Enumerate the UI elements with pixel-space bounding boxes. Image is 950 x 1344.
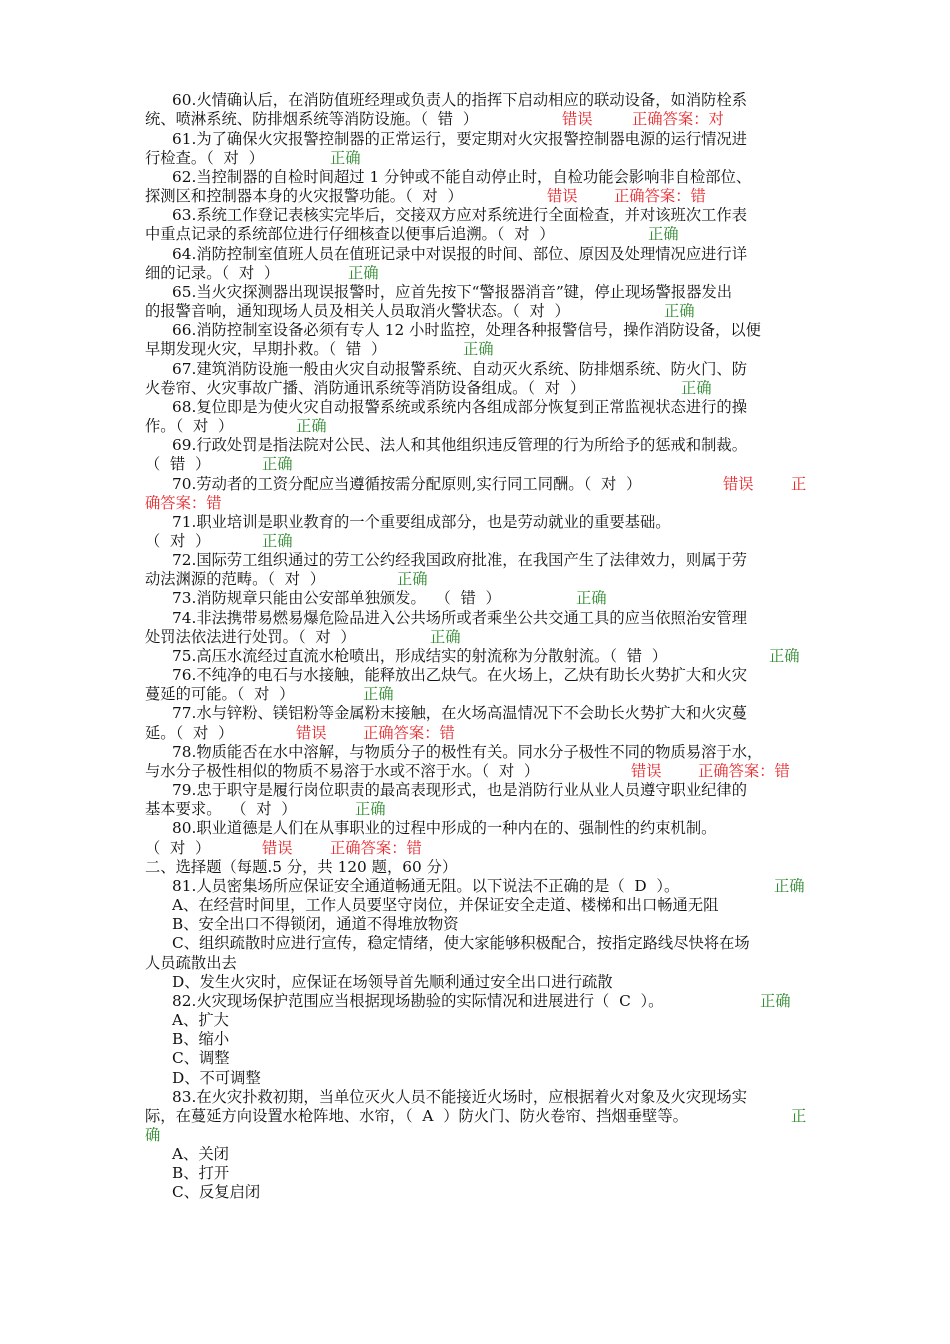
text-line: A、扩大 (172, 1011, 229, 1029)
answer-wrong-mark: 错误 (547, 187, 578, 205)
text-line: 63.系统工作登记表核实完毕后，交接双方应对系统进行全面检查，并对该班次工作表 (172, 206, 748, 224)
answer-wrong-mark: 错误 (631, 762, 662, 780)
answer-correct-mark: 正确 (576, 589, 607, 607)
text-line: 61.为了确保火灾报警控制器的正常运行，要定期对火灾报警控制器电源的运行情况进 (172, 130, 748, 148)
answer-wrong-mark: 确答案：错 (145, 494, 222, 512)
text-line: 的报警音响，通知现场人员及相关人员取消火警状态。（ 对 ） (145, 302, 570, 320)
answer-correct-mark: 确 (145, 1126, 161, 1144)
answer-correct-mark: 正确 (348, 264, 379, 282)
answer-correct-mark: 正确 (430, 628, 461, 646)
answer-wrong-mark: 正确答案：错 (330, 839, 422, 857)
text-line: 作。（ 对 ） (145, 417, 234, 435)
text-line: 动法渊源的范畴。（ 对 ） (145, 570, 326, 588)
answer-correct-mark: 正确 (262, 532, 293, 550)
text-line: 79.忠于职守是履行岗位职责的最高表现形式，也是消防行业从业人员遵守职业纪律的 (172, 781, 748, 799)
answer-correct-mark: 正确 (769, 647, 800, 665)
text-line: 68.复位即是为使火灾自动报警系统或系统内各组成部分恢复到正常监视状态进行的操 (172, 398, 748, 416)
text-line: （ 错 ） (145, 455, 211, 473)
text-line: 74.非法携带易燃易爆危险品进入公共场所或者乘坐公共交通工具的应当依照治安管理 (172, 609, 748, 627)
answer-correct-mark: 正确 (760, 992, 791, 1010)
text-line: C、反复启闭 (172, 1183, 261, 1201)
text-line: 78.物质能否在水中溶解，与物质分子的极性有关。同水分子极性不同的物质易溶于水， (172, 743, 763, 761)
answer-wrong-mark: 正确答案：对 (632, 110, 724, 128)
text-line: 际，在蔓延方向设置水枪阵地、水帘，（ A ）防火门、防火卷帘、挡烟垂壁等。 (145, 1107, 688, 1125)
answer-correct-mark: 正确 (664, 302, 695, 320)
text-line: 75.高压水流经过直流水枪喷出，形成结实的射流称为分散射流。（ 错 ） (172, 647, 668, 665)
text-line: 67.建筑消防设施一般由火灾自动报警系统、自动灭火系统、防排烟系统、防火门、防 (172, 360, 748, 378)
text-line: A、关闭 (172, 1145, 229, 1163)
answer-correct-mark: 正 (791, 1107, 807, 1125)
text-line: 66.消防控制室设备必须有专人 12 小时监控，处理各种报警信号，操作消防设备，以便 (172, 321, 761, 339)
answer-correct-mark: 正确 (355, 800, 386, 818)
text-line: 76.不纯净的电石与水接触，能释放出乙炔气。在火场上，乙炔有助长火势扩大和火灾 (172, 666, 748, 684)
text-line: 与水分子极性相似的物质不易溶于水或不溶于水。（ 对 ） (145, 762, 540, 780)
text-line: B、打开 (172, 1164, 230, 1182)
text-line: 80.职业道德是人们在从事职业的过程中形成的一种内在的、强制性的约束机制。 (172, 819, 717, 837)
text-line: 早期发现火灾，早期扑救。（ 错 ） (145, 340, 387, 358)
text-line: 83.在火灾扑救初期，当单位灭火人员不能接近火场时，应根据着火对象及火灾现场实 (172, 1088, 748, 1106)
answer-wrong-mark: 错误 (262, 839, 293, 857)
answer-wrong-mark: 错误 (296, 724, 327, 742)
answer-correct-mark: 正确 (330, 149, 361, 167)
text-line: 69.行政处罚是指法院对公民、法人和其他组织违反管理的行为所给予的惩戒和制裁。 (172, 436, 748, 454)
text-line: 火卷帘、火灾事故广播、消防通讯系统等消防设备组成。（ 对 ） (145, 379, 586, 397)
answer-wrong-mark: 正确答案：错 (363, 724, 455, 742)
text-line: 细的记录。（ 对 ） (145, 264, 280, 282)
text-line: （ 对 ） (145, 532, 211, 550)
text-line: 70.劳动者的工资分配应当遵循按需分配原则,实行同工同酬。（ 对 ） (172, 475, 642, 493)
answer-correct-mark: 正确 (397, 570, 428, 588)
text-line: （ 对 ） (145, 839, 211, 857)
text-line: 81.人员密集场所应保证安全通道畅通无阻。以下说法不正确的是（ D ）。 (172, 877, 680, 895)
answer-correct-mark: 正确 (648, 225, 679, 243)
text-line: 77.水与锌粉、镁铝粉等金属粉末接触，在火场高温情况下不会助长火势扩大和火灾蔓 (172, 704, 748, 722)
text-line: B、缩小 (172, 1030, 230, 1048)
text-line: 72.国际劳工组织通过的劳工公约经我国政府批准，在我国产生了法律效力，则属于劳 (172, 551, 748, 569)
answer-wrong-mark: 错误 (723, 475, 754, 493)
text-line: 行检查。（ 对 ） (145, 149, 264, 167)
text-line: 65.当火灾探测器出现误报警时，应首先按下“警报器消音”键，停止现场警报器发出 (172, 283, 733, 301)
text-line: D、不可调整 (172, 1069, 261, 1087)
text-line: 71.职业培训是职业教育的一个重要组成部分，也是劳动就业的重要基础。 (172, 513, 671, 531)
text-line: A、在经营时间里，工作人员要坚守岗位，并保证安全走道、楼梯和出口畅通无阻 (172, 896, 719, 914)
answer-correct-mark: 正确 (296, 417, 327, 435)
text-line: 中重点记录的系统部位进行仔细核查以便事后追溯。（ 对 ） (145, 225, 555, 243)
text-line: 人员疏散出去 (145, 954, 237, 972)
answer-correct-mark: 正确 (262, 455, 293, 473)
answer-wrong-mark: 正 (791, 475, 807, 493)
text-line: C、组织疏散时应进行宣传，稳定情绪，使大家能够积极配合，按指定路线尽快将在场 (172, 934, 750, 952)
text-line: 62.当控制器的自检时间超过 1 分钟或不能自动停止时，自检功能会影响非自检部位、 (172, 168, 752, 186)
answer-wrong-mark: 正确答案：错 (698, 762, 790, 780)
text-line: 蔓延的可能。（ 对 ） (145, 685, 295, 703)
text-line: 基本要求。 （ 对 ） (145, 800, 297, 818)
text-line: 延。（ 对 ） (145, 724, 234, 742)
text-line: C、调整 (172, 1049, 230, 1067)
answer-wrong-mark: 错误 (562, 110, 593, 128)
text-line: D、发生火灾时，应保证在场领导首先顺利通过安全出口进行疏散 (172, 973, 613, 991)
text-line: 64.消防控制室值班人员在值班记录中对误报的时间、部位、原因及处理情况应进行详 (172, 245, 748, 263)
text-line: 探测区和控制器本身的火灾报警功能。（ 对 ） (145, 187, 463, 205)
text-line: 73.消防规章只能由公安部单独颁发。 （ 错 ） (172, 589, 501, 607)
text-line: 二、选择题（每题.5 分，共 120 题，60 分） (145, 858, 458, 876)
answer-correct-mark: 正确 (463, 340, 494, 358)
answer-correct-mark: 正确 (774, 877, 805, 895)
text-line: 统、喷淋系统、防排烟系统等消防设施。（ 错 ） (145, 110, 479, 128)
text-line: 60.火情确认后，在消防值班经理或负责人的指挥下启动相应的联动设备，如消防栓系 (172, 91, 748, 109)
text-line: 82.火灾现场保护范围应当根据现场勘验的实际情况和进展进行（ C ）。 (172, 992, 664, 1010)
answer-correct-mark: 正确 (681, 379, 712, 397)
text-line: 处罚法依法进行处罚。（ 对 ） (145, 628, 356, 646)
text-line: B、安全出口不得锁闭，通道不得堆放物资 (172, 915, 459, 933)
answer-correct-mark: 正确 (363, 685, 394, 703)
answer-wrong-mark: 正确答案：错 (614, 187, 706, 205)
